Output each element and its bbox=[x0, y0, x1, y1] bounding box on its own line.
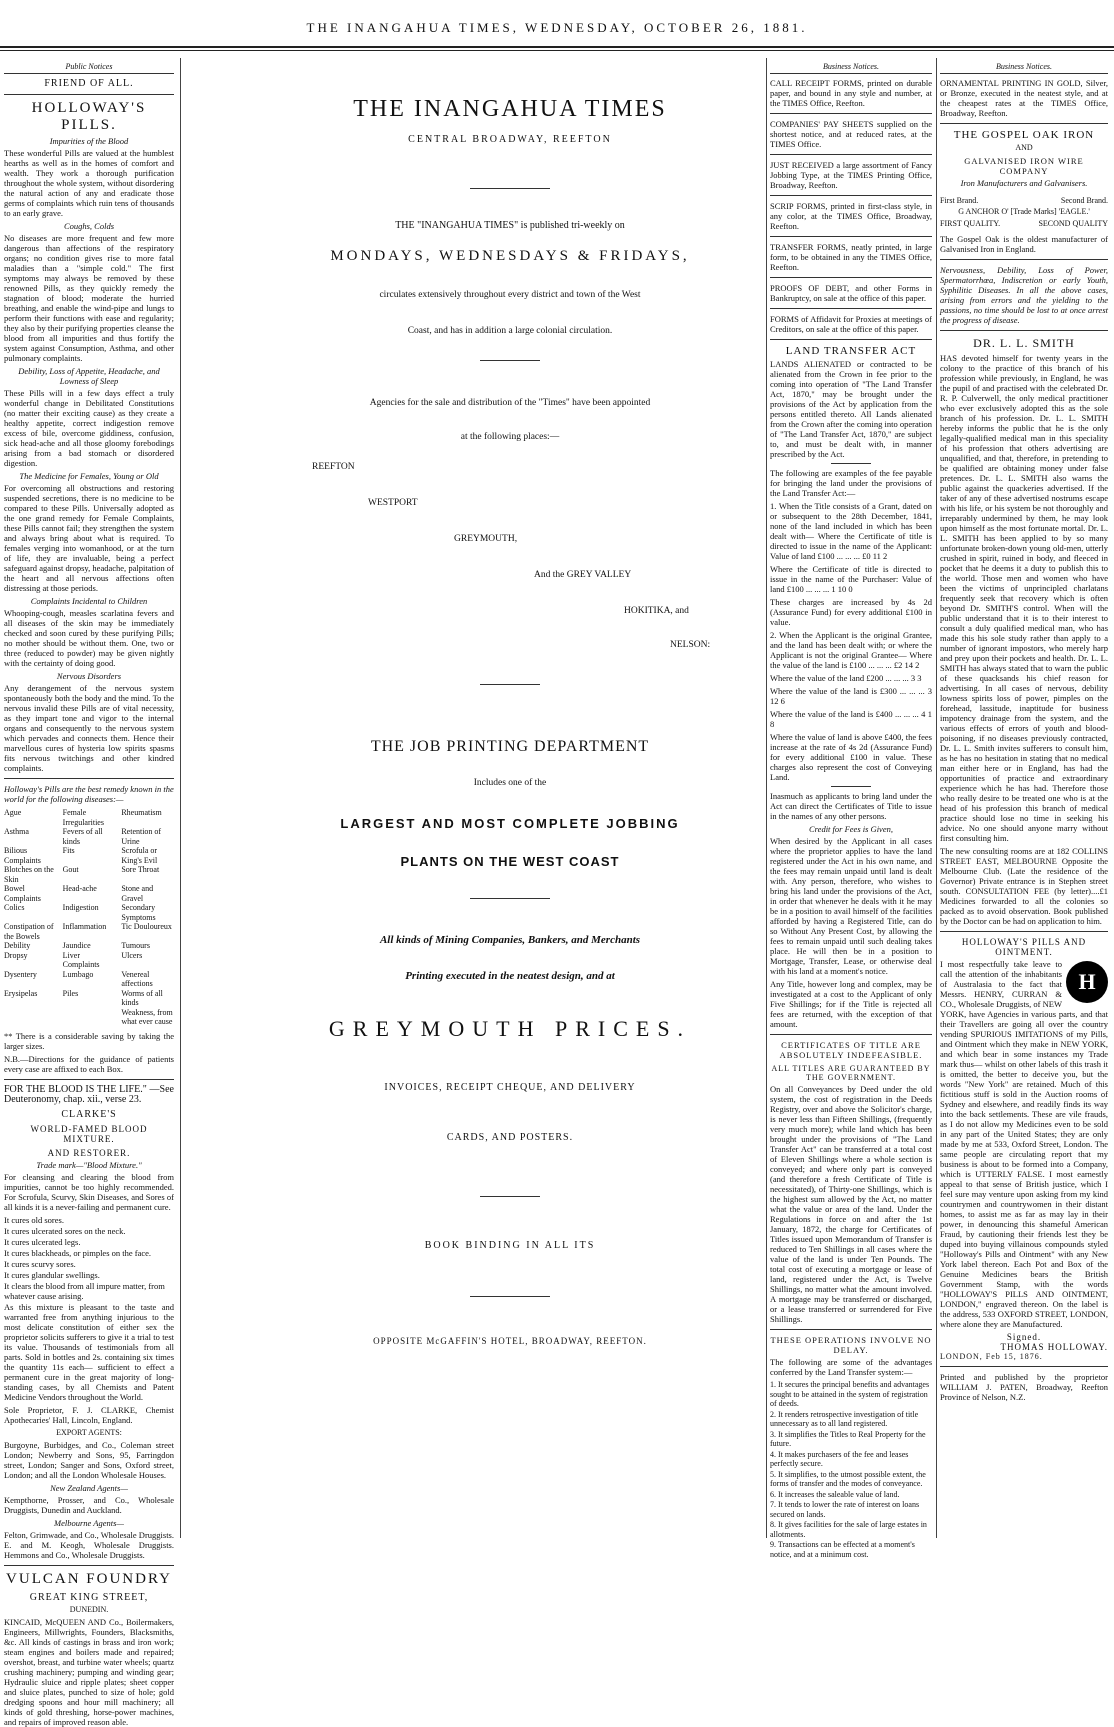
place: REEFTON bbox=[312, 462, 355, 472]
list-item: 3. It simplifies the Titles to Real Property for the future. bbox=[770, 1429, 926, 1448]
disease-item: Dropsy bbox=[4, 950, 28, 960]
trade-marks: G ANCHOR O' [Trade Marks] 'EAGLE.' bbox=[958, 207, 1090, 216]
center-days: MONDAYS, WEDNESDAYS & FRIDAYS, bbox=[330, 248, 690, 264]
list-item: 1. It secures the principal benefits and advantages sought to be attained in the system of registration of deeds. bbox=[770, 1380, 930, 1408]
export-heading: EXPORT AGENTS: bbox=[56, 1427, 122, 1437]
list-item: It cures old sores. bbox=[4, 1214, 64, 1225]
subheading: Nervous Disorders bbox=[56, 671, 122, 681]
place: HOKITIKA, and bbox=[624, 606, 689, 616]
proprietor: Sole Proprietor, F. J. CLARKE, Chemist Apothecaries' Hall, Lincoln, England. bbox=[4, 1404, 174, 1425]
column-rule bbox=[766, 58, 767, 1538]
disease-item: Jaundice bbox=[62, 941, 91, 950]
divider bbox=[480, 1196, 540, 1197]
operations-heading: THESE OPERATIONS INVOLVE NO DELAY. bbox=[770, 1335, 932, 1355]
ad: COMPANIES' PAY SHEETS supplied on the shortest notice, and at reduced rates, at the TIMES Office. bbox=[770, 119, 932, 149]
disease-item: Colics bbox=[4, 903, 25, 912]
fee-item: Where the value of the land is £400 ... ... ... 4 1 8 bbox=[770, 709, 932, 729]
list-item: 4. It makes purchasers of the fee and leases perfectly secure. bbox=[770, 1449, 909, 1468]
largest-line: LARGEST AND MOST COMPLETE JOBBING bbox=[340, 816, 680, 831]
paragraph: Any Title, however long and complex, may be investigated at a cost to the Applicant of only Five Shillings; for if the Title is rejected all fees are returned, with the exception of that amount. bbox=[770, 979, 932, 1029]
column-business-notices bbox=[770, 62, 932, 1559]
disease-item: Bilious Complaints bbox=[4, 846, 41, 865]
list-item: It cures glandular swellings. bbox=[4, 1269, 100, 1280]
cures-list bbox=[4, 1215, 174, 1301]
nb-note: N.B.—Directions for the guidance of patients every case are affixed to each Box. bbox=[4, 1053, 174, 1074]
center-line: CARDS, AND POSTERS. bbox=[446, 1132, 574, 1143]
disease-item: Debility bbox=[4, 941, 31, 950]
center-line: Includes one of the bbox=[473, 778, 547, 788]
center-address: CENTRAL BROADWAY, REEFTON bbox=[408, 134, 612, 145]
subheading: Impurities of the Blood bbox=[49, 136, 129, 146]
disease-item: Worms of all kinds bbox=[121, 988, 163, 1007]
disease-item: Indigestion bbox=[62, 903, 99, 912]
list-item: It cures ulcerated legs. bbox=[4, 1236, 81, 1247]
friend-heading: FRIEND OF ALL. bbox=[44, 78, 134, 89]
disease-item: Scrofula or King's Evil bbox=[121, 846, 158, 865]
paragraph: These Pills will in a few days effect a truly wonderful change in Debilitated Constitutions (no matter their exciting cause) as they create a healthy appetite, correct indigestion remove excess of bile, overcome giddiness, confusion, sick head-ache and all those gloomy forebodings arising from a bad stomach or disordered digestion. bbox=[4, 388, 174, 468]
clarke-restorer: AND RESTORER. bbox=[47, 1147, 131, 1158]
vulcan-city: DUNEDIN. bbox=[69, 1604, 109, 1614]
column-rule bbox=[180, 58, 181, 1538]
list-item: 8. It gives facilities for the sale of large estates in allotments. bbox=[770, 1520, 927, 1539]
imprint: Printed and published by the proprietor WILLIAM J. PATEN, Broadway, Reefton Province of Nelson, N.Z. bbox=[940, 1372, 1108, 1402]
guaranteed-heading: ALL TITLES ARE GUARANTEED BY THE GOVERNMENT. bbox=[771, 1064, 931, 1082]
masthead-rule-thin bbox=[0, 50, 1114, 51]
fee-item: 1. When the Title consists of a Grant, dated on or subsequent to the 28th December, 1841, none of the land included in which has been dealt with— Where the Certificate of title is directed to issue in the name of the Applicant: Value of land £100 ... ... ... £0 11 2 bbox=[770, 501, 932, 561]
center-line: at the following places:— bbox=[460, 432, 560, 442]
disease-item: Constipation of the Bowels bbox=[4, 922, 54, 941]
paragraph: HAS devoted himself for twenty years in the colony to the practice of this branch of his profession while previously, in England, he was the pupil of and practised with the celebrated Dr. R. P. Culverwell, the only medical practitioner who ever exclusively adopted this as the sole branch of his profession. Dr. L. L. SMITH hereby informs the public that he is the only legally-qualified medical man in this speciality of his profession that others advertising are unqualified, and that, therefore, in pretending to be qualified are obtaining money under false pretences. Dr. L. L. SMITH also warns the public against the quackeries advertised. If the taker of any of these advertised nostrums escape with his life, or his system be not thoroughly and irreparably undermined by them, he may look upon himself as the most fortunate mortal. Dr. L. L. SMITH has been applied to by so many unfortunate broken-down young old-men, utterly crushed in spirit, ruined in body, and fleeced in pocket that he deems it a duty to publish this to the world. Those men and women who have been the victims of unprincipled charlatans frequently seek that recovery which is often beyond Dr. SMITH'S control. When will the public understand that it is to their interest to consult a duly qualified medical man, who has made this his sole study rather than apply to a number of ignorant impostors, who merely harp and prey upon their pockets and health. Dr. L. L. SMITH has always stated that to warn the public of these quacksands his chief reason for advertising. In all cases of nervous, debility lowness spirits loss of power, pimples on the forehead, lassitude, inaptitude for business impotency drainage from the system, and the various effects of errors of youth and blood-poisoning, if no diseases previously contracted, Dr. L. L. Smith invites sufferers to consult him, as he has no hesitation in stating that no medical man either here or in England, has had the opportunities of practice and extraordinary experience which he has had. Therefore those who really desire to be treated one who is at the head of his profession this branch of medical practice should lose no time in seeking his advice. No one should anyone marry without first consulting him. bbox=[940, 353, 1108, 843]
paragraph: When desired by the Applicant in all cases where the proprietor applies to have the land registered under the Act in his own name, and the fees may remain unpaid until land is dealt with. Any person, therefore, who wishes to bring his land under the provisions of the Act, in order that whenever he deals with it he may be in a position to avail himself of the facilities afforded by having a Registered Title, can do so Without Any Present Cost, by allowing the fees to remain unpaid until such dealing takes place. He will then be in a position to Mortgage, Transfer, Lease, or otherwise deal with his land at a moment's notice. bbox=[770, 836, 932, 976]
disease-item: Fits bbox=[62, 846, 75, 855]
section-heading: Business Notices. bbox=[770, 62, 932, 74]
paragraph: For cleansing and clearing the blood from impurities, cannot be too highly recommended. For Scrofula, Scurvy, Skin Diseases, and Sores of all kinds it is a never-failing and permanent cure. bbox=[4, 1171, 174, 1212]
ad: ORNAMENTAL PRINTING IN GOLD, Silver, or Bronze, executed in the neatest style, and at the cheapest rates at the TIMES Office, Broadway, Reefton. bbox=[940, 78, 1108, 118]
disease-item: Tic Douloureux bbox=[121, 922, 172, 931]
disease-item: Bowel Complaints bbox=[4, 884, 41, 903]
paragraph: KINCAID, McQUEEN AND Co., Boilermakers, Engineers, Millwrights, Founders, Blacksmiths, &c. All kinds of castings in brass and iron work; steam engines and boilers made and repaired; overshot, breast, and turbine water wheels; quartz crushing machinery; pumping and winding gear; Hydraulic sluice and ripple plates; sheet copper and sluice plates, punched to size of hole; gold dredging spoons and hour mill machinery; all kinds of gold threshing, horse-power machines, and repairs of improved reason able. bbox=[4, 1616, 174, 1727]
masthead: THE INANGAHUA TIMES, WEDNESDAY, OCTOBER 26, 1881. bbox=[306, 20, 808, 35]
place: NELSON: bbox=[670, 640, 711, 650]
paragraph: Inasmuch as applicants to bring land under the Act can direct the Certificates of Title to issue in the names of any other persons. bbox=[770, 791, 932, 821]
center-line: Agencies for the sale and distribution of the "Times" have been appointed bbox=[369, 398, 651, 408]
center-line: THE "INANGAHUA TIMES" is published tri-weekly on bbox=[395, 220, 625, 231]
holloway-seal-icon: H bbox=[1066, 961, 1108, 1003]
center-line: circulates extensively throughout every district and town of the West bbox=[379, 290, 641, 300]
quality-label: SECOND QUALITY bbox=[1038, 219, 1108, 228]
vulcan-title: VULCAN FOUNDRY bbox=[6, 1570, 172, 1587]
fee-item: Where the Certificate of title is directed to issue in the name of the Purchaser: Value of land £100 ... ... ... 1 10 0 bbox=[770, 564, 932, 594]
ad: SCRIP FORMS, printed in first-class style, in any color, at the TIMES Office, Broadway, Reefton. bbox=[770, 201, 932, 231]
paragraph: Kempthorne, Prosser, and Co., Wholesale Druggists, Dunedin and Auckland. bbox=[4, 1494, 174, 1515]
place: WESTPORT bbox=[368, 498, 418, 508]
smith-title: DR. L. L. SMITH bbox=[973, 336, 1075, 350]
subheading: The Medicine for Females, Young or Old bbox=[19, 471, 159, 481]
disease-item: Stone and Gravel bbox=[121, 884, 154, 903]
paragraph: For overcoming all obstructions and restoring suspended secretions, there is no medicine to be compared to these Pills. Universally adopted as the one grand remedy for Female Complaints, these Pills cannot fail; they strengthen the system and always bring about what is required. To females verging into womanhood, or at the turn of life, they are invaluable, being a perfect safeguard against dropsy, headache, palpitation of the heart and all nervous affections often distressing at those periods. bbox=[4, 483, 174, 593]
quality-label: FIRST QUALITY. bbox=[940, 219, 1001, 228]
disease-item: Weakness, from what ever cause bbox=[121, 1007, 173, 1026]
list-item: 5. It simplifies, to the utmost possible extent, the forms of transfer and the modes of conveyance. bbox=[770, 1469, 926, 1488]
disease-item: Tumours bbox=[121, 941, 150, 950]
disease-item: Inflammation bbox=[62, 922, 107, 931]
holloway-title: HOLLOWAY'S PILLS. bbox=[31, 100, 147, 133]
divider bbox=[470, 898, 550, 899]
signed: Signed. bbox=[1006, 1332, 1042, 1342]
list-item: It cures blackheads, or pimples on the face. bbox=[4, 1247, 152, 1258]
list-item: It clears the blood from all impure matter, from whatever cause arising. bbox=[4, 1280, 165, 1301]
mining-line: All kinds of Mining Companies, Bankers, and Merchants bbox=[379, 934, 641, 946]
section-heading: Public Notices bbox=[4, 62, 174, 74]
land-transfer-title: LAND TRANSFER ACT bbox=[785, 345, 917, 357]
disease-item: Head-ache bbox=[62, 884, 97, 893]
disease-item: Ulcers bbox=[121, 950, 143, 960]
certificates-heading: CERTIFICATES OF TITLE ARE ABSOLUTELY INDEFEASIBLE. bbox=[779, 1040, 923, 1060]
disease-item: Dysentery bbox=[4, 969, 37, 979]
advantages-list bbox=[770, 1380, 932, 1559]
trade-mark: Trade mark—"Blood Mixture." bbox=[36, 1159, 142, 1170]
signature-name: THOMAS HOLLOWAY. bbox=[1000, 1342, 1108, 1352]
signature-date: LONDON, Feb 15, 1876. bbox=[940, 1352, 1043, 1361]
clarke-product: WORLD-FAMED BLOOD MIXTURE. bbox=[30, 1123, 148, 1144]
fee-item: Where the value of the land £200 ... ... ... 3 3 bbox=[770, 673, 922, 683]
paragraph: As this mixture is pleasant to the taste and warranted free from anything injurious to the most delicate constitution of either sex the proprietor solicits sufferers to give it a trial to test its value. Thousands of testimonials from all parts. Sold in bottles and 2s. containing six times the quantity 11s each— sufficient to effect a permanent cure in the great majority of long-standing cases, by all Chemists and Patent Medicine Vendors throughout the World. bbox=[4, 1301, 174, 1402]
printing-line: Printing executed in the neatest design, and at bbox=[405, 970, 615, 982]
gospel-title: THE GOSPEL OAK IRON bbox=[953, 129, 1095, 141]
place: And the GREY VALLEY bbox=[534, 570, 632, 580]
center-line: BOOK BINDING IN ALL ITS bbox=[424, 1240, 596, 1251]
greymouth-prices: GREYMOUTH PRICES. bbox=[328, 1016, 692, 1041]
paragraph: Burgoyne, Burbidges, and Co., Coleman street London; Newberry and Sons, 95, Farringdon street, London; Sanger and Sons, Oxford street, London; and all the London Wholesale Houses. bbox=[4, 1439, 174, 1480]
ad: CALL RECEIPT FORMS, printed on durable paper, and bound in any style and number, at the TIMES Office, Reefton. bbox=[770, 78, 932, 108]
disease-item: Ague bbox=[4, 808, 22, 817]
subheading: Coughs, Colds bbox=[63, 221, 115, 231]
paragraph: Felton, Grimwade, and Co., Wholesale Druggists. E. and M. Keogh, Wholesale Druggists. Hemmons and Co., Wholesale Druggists. bbox=[4, 1529, 174, 1560]
paragraph: Any derangement of the nervous system spontaneously both the body and the mind. To the nervous invalid these Pills are of vital necessity, as they impart tone and vigor to the internal organs and consequently to the nervous system which pervades and connects them. Hence their marvellous cures of hysteria low spirits spasms fits nervous twitchings and other kindred complaints. bbox=[4, 683, 174, 773]
fee-item: Where the value of land is above £400, the fees increase at the rate of 4s 2d (Assurance Fund) for every additional £100 in value. These charges also represent the cost of Conveying Land. bbox=[770, 732, 932, 782]
divider bbox=[480, 360, 540, 361]
holloway-ointment-title: HOLLOWAY'S PILLS AND OINTMENT. bbox=[961, 937, 1087, 957]
nervousness-notice: Nervousness, Debility, Loss of Power, Spermatorrhœa, Indiscretion or early Youth, Syphilitic Diseases. In all the above cases, arising from errors and the yielding to the passions, no time should be lost to at once arrest the progress of disease. bbox=[940, 265, 1108, 325]
plants-line: PLANTS ON THE WEST COAST bbox=[400, 854, 620, 869]
list-item: It cures scurvy sores. bbox=[4, 1258, 76, 1269]
paragraph: Whooping-cough, measles scarlatina fevers and all diseases of the skin may be immediately checked and soon cured by these purifying Pills; no mother should be without them. One, two or three (reduced to powder) may be given nightly with the certainty of doing good. bbox=[4, 608, 174, 668]
list-item: It cures ulcerated sores on the neck. bbox=[4, 1225, 126, 1236]
paragraph: The Gospel Oak is the oldest manufacturer of Galvanised Iron in England. bbox=[940, 234, 1108, 254]
disease-item: Sore Throat bbox=[121, 865, 160, 874]
brand-label: Second Brand. bbox=[1060, 196, 1108, 205]
paragraph: No diseases are more frequent and few more dangerous than affections of the respiratory organs; no condition gives rise to more fatal maladies than a "simple cold." The first symptoms may always be removed by these renowned Pills, as they quickly remedy the stagnation of blood; moderate the hurried breathing, and enable the wind-pipe and lungs to perform their functions with ease and regularity; they also by their purifying properties cleanse the blood from all impurities and thus fortify the system against Consumption, Asthma, and other pulmonary complaints. bbox=[4, 233, 174, 363]
fee-item: 2. When the Applicant is the original Grantee, and the land has been dealt with; or where the Applicant is not the original Grantee— Where the value of the land is £100 ... ... ... £2 14 2 bbox=[770, 630, 932, 670]
clarke-headline: FOR THE BLOOD IS THE LIFE." —See Deuteronomy, chap. xii., verse 23. bbox=[4, 1083, 174, 1105]
best-remedy: Holloway's Pills are the best remedy known in the world for the following diseases:— bbox=[4, 784, 174, 804]
brand-label: First Brand. bbox=[940, 196, 979, 205]
clarke-name: CLARKE'S bbox=[61, 1108, 117, 1120]
paragraph: The following are some of the advantages conferred by the Land Transfer system:— bbox=[770, 1357, 932, 1377]
disease-item: Liver Complaints bbox=[62, 950, 100, 969]
disease-item: Blotches on the Skin bbox=[4, 865, 54, 884]
list-item: 2. It renders retrospective investigation of title unnecessary as to all land registered. bbox=[770, 1409, 919, 1428]
center-line: INVOICES, RECEIPT CHEQUE, AND DELIVERY bbox=[384, 1082, 636, 1093]
disease-item: Secondary Symptoms bbox=[121, 903, 156, 922]
column-public-notices bbox=[4, 62, 174, 1727]
fee-item: Where the value of the land is £300 ... ... ... 3 12 6 bbox=[770, 686, 932, 706]
subheading: Credit for Fees is Given, bbox=[809, 824, 893, 834]
ad: FORMS of Affidavit for Proxies at meetings of Creditors, on sale at the office of this paper. bbox=[770, 314, 932, 334]
divider bbox=[470, 1296, 550, 1297]
subheading: Debility, Loss of Appetite, Headache, and Lowness of Sleep bbox=[18, 366, 160, 386]
center-title: THE INANGAHUA TIMES bbox=[353, 96, 667, 122]
disease-item: Female Irregularities bbox=[62, 808, 104, 827]
masthead-rule bbox=[0, 46, 1114, 48]
disease-item: Retention of Urine bbox=[121, 827, 162, 846]
disease-item: Venereal affections bbox=[121, 969, 153, 988]
gospel-company: GALVANISED IRON WIRE COMPANY bbox=[964, 156, 1084, 176]
center-footer: OPPOSITE McGAFFIN'S HOTEL, BROADWAY, REEFTON. bbox=[373, 1336, 647, 1346]
list-item: 6. It increases the saleable value of land. bbox=[770, 1489, 900, 1499]
disease-item: Fevers of all kinds bbox=[62, 827, 103, 846]
paragraph: The new consulting rooms are at 182 COLLINS STREET EAST, MELBOURNE Opposite the Melbourne Club. (Late the residence of the Governor) Private entrance is in Stephen street south. CONSULTATION FEE (by letter)....£1 Medicines forwarded to all the colonies so packed as to avoid observation. Book published by the Doctor can be had on application to him. bbox=[940, 846, 1108, 926]
list-item: 9. Transactions can be effected at a moment's notice, and at a minimum cost. bbox=[770, 1540, 915, 1559]
ad: PROOFS OF DEBT, and other Forms in Bankruptcy, on sale at the office of this paper. bbox=[770, 283, 932, 303]
subheading: Melbourne Agents— bbox=[54, 1517, 124, 1528]
subheading: New Zealand Agents— bbox=[50, 1482, 128, 1493]
divider bbox=[480, 684, 540, 685]
column-rule bbox=[936, 58, 937, 1538]
disease-list bbox=[4, 808, 174, 1027]
fee-item: These charges are increased by 4s 2d (Assurance Fund) for every additional £100 in value. bbox=[770, 597, 932, 627]
column-business-notices-2 bbox=[940, 62, 1108, 1542]
disease-item: Lumbago bbox=[62, 969, 94, 979]
paragraph: The following are examples of the fee payable for bringing the land under the provisions of the Land Transfer Act:— bbox=[770, 468, 932, 498]
disease-item: Asthma bbox=[4, 827, 29, 836]
section-heading: Business Notices. bbox=[940, 62, 1108, 74]
vulcan-street: GREAT KING STREET, bbox=[29, 1591, 149, 1603]
center-line: Coast, and has in addition a large colonial circulation. bbox=[407, 326, 613, 336]
paragraph: On all Conveyances by Deed under the old system, the cost of registration in the Deeds Registry, over and above the Solicitor's charge, is never less than Fifteen Shillings, (frequently very much more); while land which has been brought under the provisions of "The Land Transfer Act" can be transferred at a total cost of Eleven Shillings where a whole section is conveyed; and where only part is conveyed (and therefore a fresh Certificate of Title is necessitated), of Thirty-one Shillings, which is the highest sum allowed by the Act, no matter what the value or area of the land. Under the Regulations in force on and after the 1st January, 1872, the charge for Certificates of Titles issued upon Memorandum of Transfer is reduced to Ten Shillings in all cases where the value of the land is under Ten Pounds. The total cost of executing a mortgage or lease of land, registered under the Act, is Twelve Shillings, no matter what the amount involved. A mortgage may be transferred or discharged, or a lease transferred or surrendered for Five Shillings. bbox=[770, 1084, 932, 1324]
gospel-and: AND bbox=[1015, 143, 1033, 152]
disease-item: Piles bbox=[62, 988, 79, 998]
paragraph: These wonderful Pills are valued at the humblest hearths as well as in the homes of comfort and wealth. They work a thorough purification throughout the whole system, without disordering the natural action of any and eradicate those germs of complaints which ruin tens of thousands to an early grave. bbox=[4, 148, 174, 218]
disease-item: Rheumatism bbox=[121, 808, 162, 817]
divider bbox=[470, 188, 550, 189]
job-printing-title: THE JOB PRINTING DEPARTMENT bbox=[370, 738, 650, 755]
place: GREYMOUTH, bbox=[454, 534, 518, 544]
ad: JUST RECEIVED a large assortment of Fancy Jobbing Type, at the TIMES Printing Office, Broadway, Reefton. bbox=[770, 160, 932, 190]
disease-item: Erysipelas bbox=[4, 988, 38, 998]
saving-note: ** There is a considerable saving by taking the larger sizes. bbox=[4, 1030, 174, 1051]
disease-item: Gout bbox=[62, 865, 79, 874]
gospel-subtitle: Iron Manufacturers and Galvanisers. bbox=[960, 178, 1088, 188]
list-item: 7. It tends to lower the rate of interest on loans secured on lands. bbox=[770, 1500, 920, 1519]
subheading: Complaints Incidental to Children bbox=[30, 596, 148, 606]
paragraph: I most respectfully take leave to call the attention of the inhabitants of Australasia to the fact that Messrs. HENRY, CURRAN & CO., Wholesale Druggists, of NEW YORK, have Agencies in various parts, and that their Travellers are going all over the country vending SPURIOUS IMITATIONS of my Pills, and Ointment which they make in NEW YORK, and which bear in some instances my Trade mark thus— whilst on other labels of this trash it is omitted, the better to deceive you, but the words "New York" are retained. Much of this fictitious stuff is sold in the Auction rooms of Sydney and elsewhere, and readily finds its way into the back settlements. These are vile frauds, as I do not allow my Medicines even to be sold in any part of the United States; they are only made by me at 533, Oxford Street, London. The same people are circulating report that my business is about to be formed into a Company, which is UTTERLY FALSE. I most earnestly appeal to that sense of British justice, which I feel sure may venture upon asking from my kind countrymen and countrywomen in their distant homes, to assist me as far as may lay in their power, in denouncing this shameful American Fraud, by cautioning their friends lest they be duped into buying villainous compounds styled "Holloway's Pills and Ointment" with any New York label thereon. Each Pot and Box of the Genuine Medicines bears the British Government Stamp, with the words "HOLLOWAY'S PILLS AND OINTMENT, LONDON," engraved thereon. On the label is the address, 533 OXFORD STREET, LONDON, where alone they are Manufactured. bbox=[940, 959, 1108, 1329]
ad: TRANSFER FORMS, neatly printed, in large form, to be obtained in any the TIMES Office, Reefton. bbox=[770, 242, 932, 272]
paragraph: LANDS ALIENATED or contracted to be alienated from the Crown in fee prior to the coming into operation of "The Land Transfer Act, 1870," may be brought under the provisions of the Act by application from the persons entitled thereto. All Lands alienated from the Crown after the coming into operation of "The Land Transfer Act, 1870," are subject to, and must be dealt with, in manner prescribed by the Act. bbox=[770, 359, 932, 459]
